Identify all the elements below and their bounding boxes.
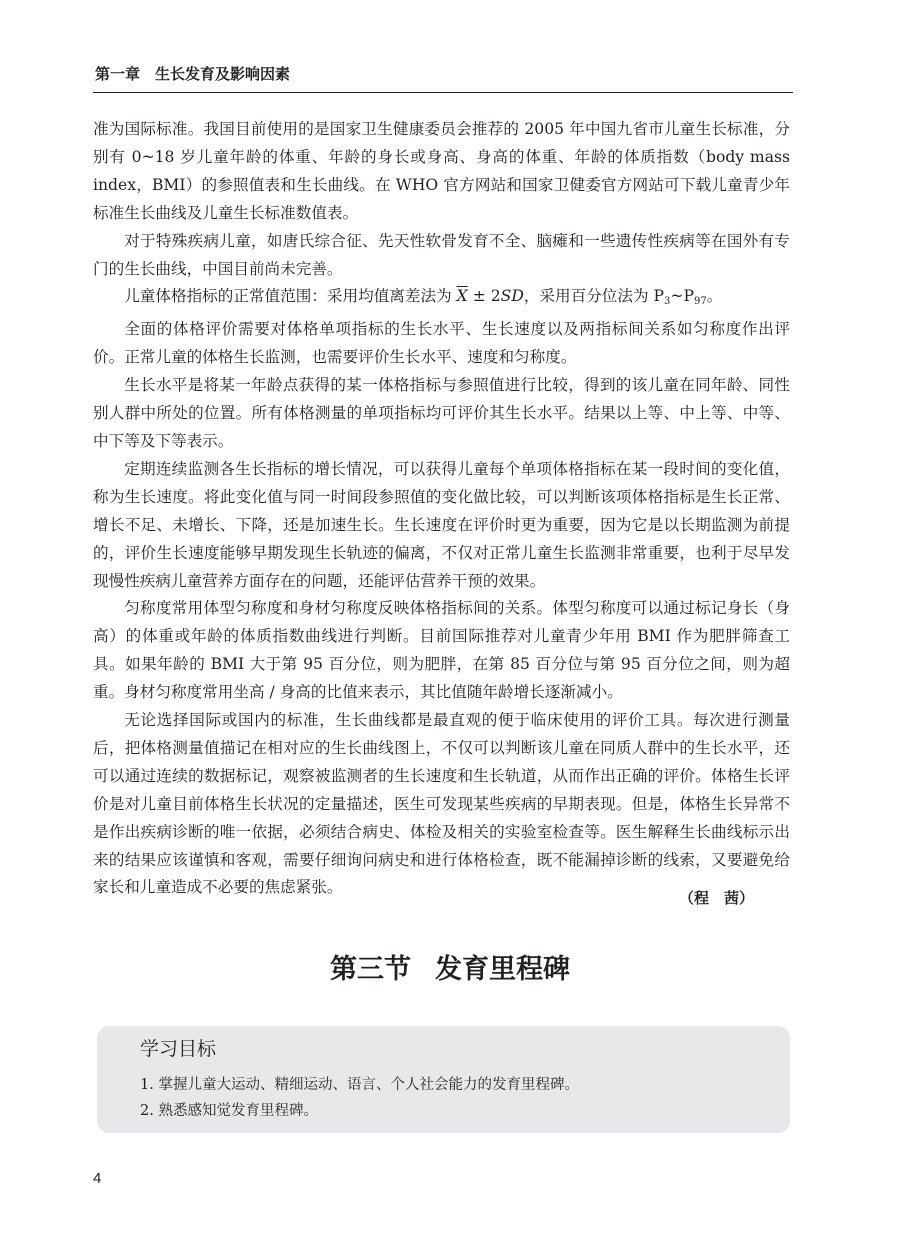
learning-objectives-box (97, 1026, 790, 1133)
sd-symbol: SD (500, 287, 524, 306)
percentile-text: ，采用百分位法为 P (523, 287, 665, 306)
header-rule (93, 92, 793, 93)
paragraph-5: 定期连续监测各生长指标的增长情况，可以获得儿童每个单项体格指标在某一段时间的变化值，称为生长速度。将此变化值与同一时间段参照值的变化做比较，可以判断该项体格指标是生长正常、增长不足、未增长、下降，还是加速生长。生长速度在评价时更为重要，因为它是以长期监测为前提的，评价生长速度能够早期发现生长轨迹的偏离，不仅对正常儿童生长监测非常重要，也利于尽早发现慢性疾病儿童营养方面存在的问题，还能评估营养干预的效果。 (93, 459, 790, 590)
percentile-tilde: ~P (670, 287, 694, 306)
paragraph-1: 准为国际标准。我国目前使用的是国家卫生健康委员会推荐的 2005 年中国九省市儿童生长标准，分别有 0~18 岁儿童年龄的体重、年龄的身长或身高、身高的体重、年龄的体质指数（body mass index，BMI）的参照值表和生长曲线。在 WHO 官方网站和国家卫健委官方网站可下载儿童青少年标准生长曲线及儿童生长标准数值表。 (93, 120, 790, 222)
paragraph-6: 匀称度常用体型匀称度和身材匀称度反映体格指标间的关系。体型匀称度可以通过标记身长（身高）的体重或年龄的体质指数曲线进行判断。目前国际推荐对儿童青少年用 BMI 作为肥胖筛查工具。如果年龄的 BMI 大于第 95 百分位，则为肥胖，在第 85 百分位与第 95 百分位之间，则为超重。身材匀称度常用坐高 / 身高的比值来表示，其比值随年龄增长逐渐减小。 (93, 599, 790, 702)
objective-item: 2. 熟悉感知觉发育里程碑。 (140, 1103, 318, 1119)
section-name: 发育里程碑 (435, 954, 570, 985)
body-text (93, 116, 790, 902)
section-number: 第三节 (330, 954, 411, 985)
running-header (95, 64, 790, 84)
page-number: 4 (93, 1170, 102, 1187)
paragraph-7: 无论选择国际或国内的标准，生长曲线都是最直观的便于临床使用的评价工具。每次进行测量后，把体格测量值描记在相对应的生长曲线图上，不仅可以判断该儿童在同质人群中的生长水平，还可以通过连续的数据标记，观察被监测者的生长速度和生长轨道，从而作出正确的评价。体格生长评价是对儿童目前体格生长状况的定量描述，医生可发现某些疾病的早期表现。但是，体格生长异常不是作出疾病诊断的唯一依据，必须结合病史、体检及相关的实验室检查等。医生解释生长曲线标示出来的结果应该谨慎和客观，需要仔细询问病史和进行体格检查，既不能漏掉诊断的线索，又要避免给家长和儿童造成不必要的焦虑紧张。 (93, 711, 790, 897)
author-attribution: （程 茜） (678, 889, 754, 907)
percentile-low: 3 (664, 296, 671, 308)
paragraph-2: 对于特殊疾病儿童，如唐氏综合征、先天性软骨发育不全、脑瘫和一些遗传性疾病等在国外有专门的生长曲线，中国目前尚未完善。 (93, 231, 790, 278)
paragraph-3: 全面的体格评价需要对体格单项指标的生长水平、生长速度以及两指标间关系如匀称度作出评价。正常儿童的体格生长监测，也需要评价生长水平、速度和匀称度。 (93, 320, 790, 367)
x-bar-symbol: $\overline{X}$ (456, 287, 468, 306)
percentile-high: 97 (693, 296, 707, 308)
normal-range-text: 儿童体格指标的正常值范围：采用均值离差法为 (124, 287, 457, 306)
chapter-title: 第一章 生长发育及影响因素 (95, 65, 291, 83)
sentence-end: 。 (706, 287, 723, 306)
plus-minus: ± 2 (467, 287, 501, 306)
paragraph-4: 生长水平是将某一年龄点获得的某一体格指标与参照值进行比较，得到的该儿童在同年龄、同性别人群中所处的位置。所有体格测量的单项指标均可评价其生长水平。结果以上等、中上等、中等、中下等及下等表示。 (93, 376, 790, 450)
objective-item: 1. 掌握儿童大运动、精细运动、语言、个人社会能力的发育里程碑。 (140, 1077, 579, 1093)
learning-objectives-title: 学习目标 (140, 1038, 217, 1060)
section-title (0, 950, 900, 990)
paragraph-normal-range (93, 283, 790, 316)
